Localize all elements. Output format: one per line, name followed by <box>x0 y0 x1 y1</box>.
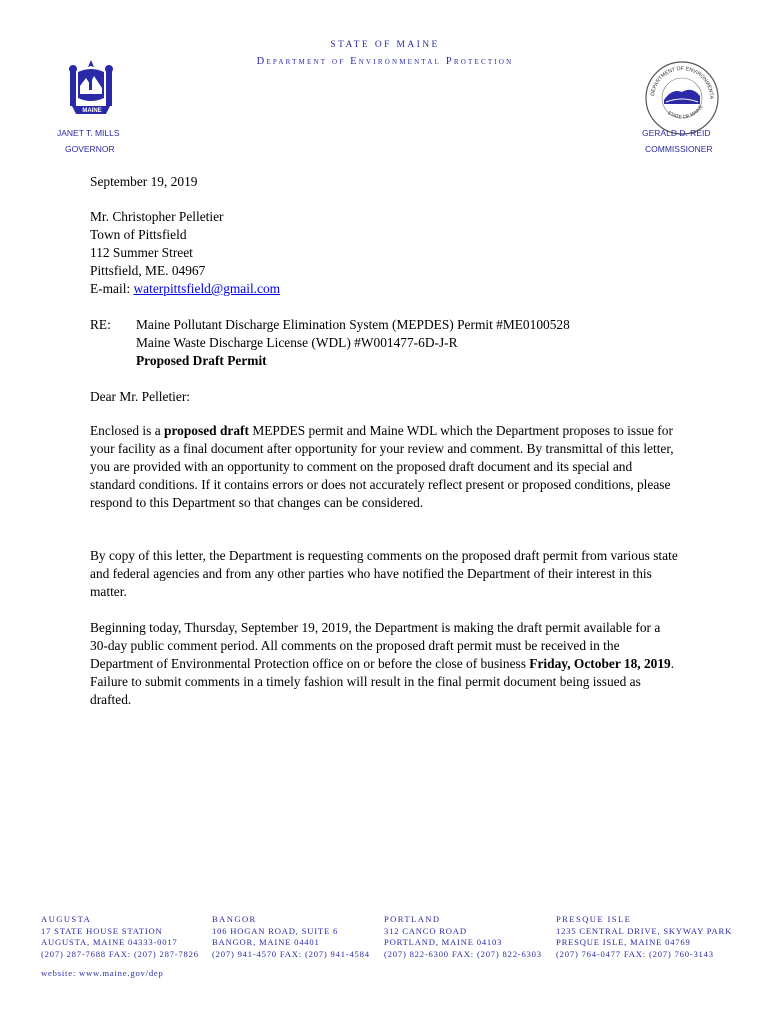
office-city: PRESQUE ISLE <box>556 914 632 924</box>
commissioner-name: GERALD D. REID <box>642 128 711 138</box>
paragraph-1-text: MEPDES permit and Maine WDL which the Department proposes to issue for your facility as a final document after opportunity for your review and comment. By transmittal of this letter, you are provided with an opportunity to comment on the proposed draft document and its special and standard conditions. If it contains errors or does not accurately reflect present or proposed conditions, please respond to this Department so that changes can be considered. <box>90 423 674 510</box>
office-bangor <box>212 914 370 960</box>
dep-seal <box>644 60 720 136</box>
governor-title: GOVERNOR <box>65 144 115 154</box>
office-street: 1235 CENTRAL DRIVE, SKYWAY PARK <box>556 925 733 936</box>
paragraph-3 <box>90 619 680 709</box>
re-line: Maine Pollutant Discharge Elimination System (MEPDES) Permit #ME0100528 <box>136 317 570 332</box>
email-label: E-mail: <box>90 281 134 296</box>
office-phone: (207) 764-0477 FAX: (207) 760-3143 <box>556 948 714 959</box>
email-link[interactable]: waterpittsfield@gmail.com <box>133 281 281 296</box>
office-portland <box>384 914 542 960</box>
office-presque-isle <box>556 914 732 960</box>
paragraph-3-text: Beginning today, Thursday, September 19, 2019, the Department is making the draft permit available for a 30-day public comment period. All comments on the proposed draft permit must be received in the Department of Environmental Protection office on or before the close of business <box>90 620 661 671</box>
footer-website[interactable]: website: www.maine.gov/dep <box>41 968 164 978</box>
re-label: RE: <box>90 317 111 332</box>
office-town: BANGOR, MAINE 04401 <box>212 937 320 947</box>
office-phone: (207) 287-7688 FAX: (207) 287-7826 <box>41 948 199 959</box>
paragraph-3-bold-date: Friday, October 18, 2019 <box>529 656 671 671</box>
salutation: Dear Mr. Pelletier: <box>90 389 191 404</box>
recipient-line: 112 Summer Street <box>90 245 193 260</box>
re-line: Maine Waste Discharge License (WDL) #W001477-6D-J-R <box>136 335 458 350</box>
governor-name: JANET T. MILLS <box>57 128 120 138</box>
recipient-email <box>90 280 280 298</box>
office-city: BANGOR <box>212 914 257 924</box>
office-town: PORTLAND, MAINE 04103 <box>384 937 503 947</box>
office-street: 17 STATE HOUSE STATION <box>41 925 163 936</box>
office-street: 106 HOGAN ROAD, SUITE 6 <box>212 925 339 936</box>
office-city: AUGUSTA <box>41 914 92 924</box>
office-town: AUGUSTA, MAINE 04333-0017 <box>41 937 178 947</box>
office-phone: (207) 941-4570 FAX: (207) 941-4584 <box>212 948 370 959</box>
office-city: PORTLAND <box>384 914 441 924</box>
re-subject-bold: Proposed Draft Permit <box>136 353 267 368</box>
paragraph-1-text: Enclosed is a <box>90 423 165 438</box>
paragraph-1 <box>90 422 680 512</box>
letterhead-department: Department of Environmental Protection <box>256 56 514 67</box>
paragraph-2: By copy of this letter, the Department is requesting comments on the proposed draft permit from various state and federal agencies and from any other parties who have notified the Department of their interest in this matter. <box>90 548 678 599</box>
letter-date: September 19, 2019 <box>90 174 198 189</box>
recipient-line: Mr. Christopher Pelletier <box>90 209 224 224</box>
office-phone: (207) 822-6300 FAX: (207) 822-6303 <box>384 948 542 959</box>
recipient-line: Pittsfield, ME. 04967 <box>90 263 206 278</box>
dep-seal-icon <box>644 60 720 136</box>
paragraph-1-bold: proposed draft <box>164 423 249 438</box>
office-town: PRESQUE ISLE, MAINE 04769 <box>556 937 691 947</box>
maine-state-seal <box>60 58 122 120</box>
maine-seal-ribbon-text: MAINE <box>82 108 102 114</box>
letterhead-state: STATE OF MAINE <box>330 40 440 50</box>
dep-seal-bottom-text: STATE OF MAINE <box>666 103 705 121</box>
recipient-line: Town of Pittsfield <box>90 227 187 242</box>
office-augusta <box>41 914 199 960</box>
paragraph-3-text: . Failure to submit comments in a timely fashion will result in the final permit document being issued as drafted. <box>90 656 675 707</box>
commissioner-title: COMMISSIONER <box>645 144 713 154</box>
dep-seal-top-text: DEPARTMENT OF ENVIRONMENTA <box>650 65 715 100</box>
office-street: 312 CANCO ROAD <box>384 925 467 936</box>
